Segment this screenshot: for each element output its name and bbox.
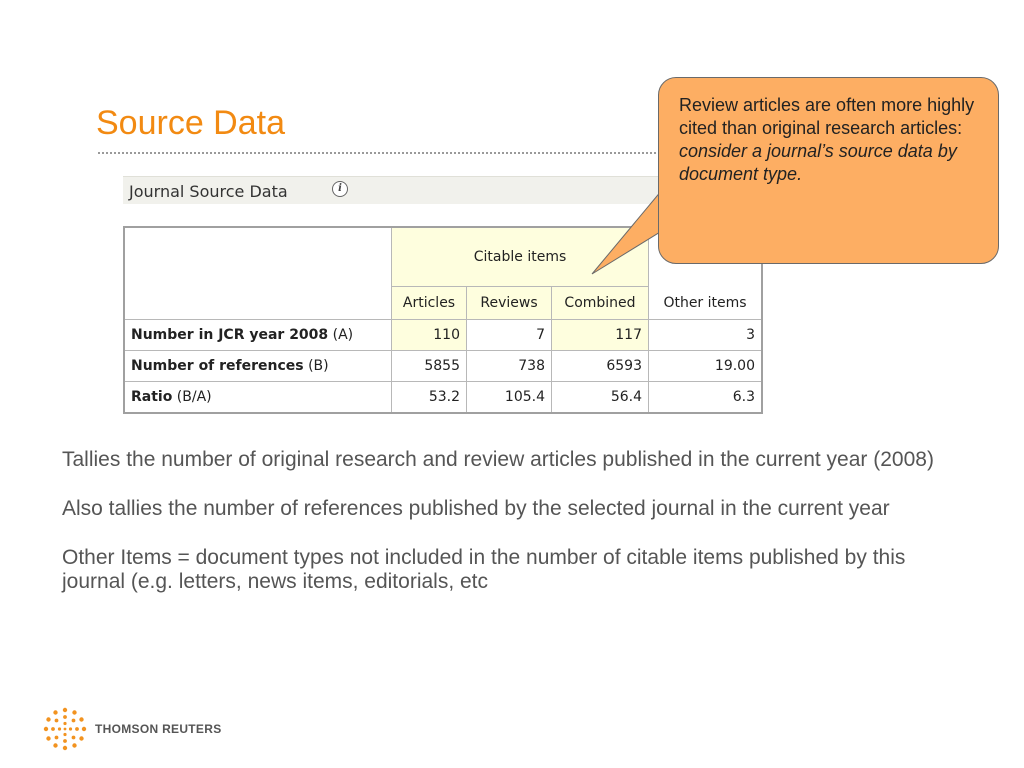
journal-source-data-title: Journal Source Data xyxy=(129,182,288,201)
col-reviews-header: Reviews xyxy=(467,287,552,320)
row-label: Number of references (B) xyxy=(124,351,392,382)
cell-other-items: 19.00 xyxy=(649,351,763,382)
paragraph: Tallies the number of original research and review articles published in the current year (2008) xyxy=(62,448,934,471)
callout-box xyxy=(658,77,999,264)
body-text xyxy=(62,448,962,619)
info-icon[interactable]: i xyxy=(332,181,348,197)
col-articles-header: Articles xyxy=(392,287,467,320)
cell-reviews: 7 xyxy=(467,320,552,351)
col-combined-header: Combined xyxy=(552,287,649,320)
paragraph: Other Items = document types not included in the number of citable items published by this journal (e.g. letters, news items, editorials, etc xyxy=(62,546,906,593)
cell-articles: 5855 xyxy=(392,351,467,382)
table-row xyxy=(124,320,762,351)
row-label: Number in JCR year 2008 (A) xyxy=(124,320,392,351)
cell-combined: 117 xyxy=(552,320,649,351)
cell-other-items: 3 xyxy=(649,320,763,351)
citable-items-header: Citable items xyxy=(392,227,649,287)
thomson-reuters-logo-icon xyxy=(42,706,88,752)
col-other-items-header: Other items xyxy=(649,287,763,320)
cell-combined: 56.4 xyxy=(552,382,649,414)
table-corner xyxy=(124,227,392,320)
footer-brand: THOMSON REUTERS xyxy=(95,722,222,736)
title-divider xyxy=(98,152,668,154)
table-row xyxy=(124,382,762,414)
cell-reviews: 105.4 xyxy=(467,382,552,414)
table-row xyxy=(124,351,762,382)
cell-articles: 53.2 xyxy=(392,382,467,414)
paragraph: Also tallies the number of references published by the selected journal in the current year xyxy=(62,497,890,520)
callout-text: Review articles are often more highly cited than original research articles: xyxy=(679,95,975,138)
callout-emphasis: consider a journal’s source data by document type. xyxy=(679,141,957,184)
cell-other-items: 6.3 xyxy=(649,382,763,414)
cell-reviews: 738 xyxy=(467,351,552,382)
row-label: Ratio (B/A) xyxy=(124,382,392,414)
cell-articles: 110 xyxy=(392,320,467,351)
slide-title: Source Data xyxy=(96,104,285,142)
cell-combined: 6593 xyxy=(552,351,649,382)
